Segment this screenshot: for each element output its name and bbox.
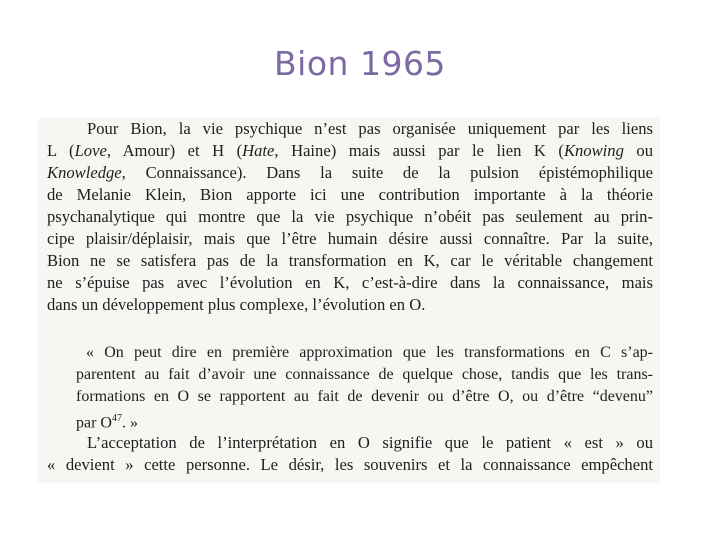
text-fragment: 47 — [111, 413, 122, 424]
text-fragment: ou — [623, 141, 653, 160]
text-line — [76, 386, 653, 408]
text-fragment: , Amour) et H ( — [106, 141, 243, 160]
text-fragment: par O — [76, 414, 112, 432]
text-line — [47, 228, 653, 250]
text-fragment: formations en O se rapportent au fait de devenir ou d’être O, ou d’être “devenu” — [76, 388, 653, 405]
text-fragment: dans un développement plus complexe, l’évolution en O. — [47, 295, 426, 314]
text-fragment: Knowing — [563, 141, 624, 160]
text-fragment: Love — [74, 141, 107, 160]
text-fragment: cipe plaisir/déplaisir, mais que l’être humain désire aussi connaître. Par la suite, — [47, 229, 653, 248]
text-fragment: . » — [121, 414, 138, 432]
text-line — [47, 184, 653, 206]
text-line — [47, 206, 653, 228]
text-fragment: parentent au fait d’avoir une connaissance de quelque chose, tandis que les trans- — [76, 366, 653, 383]
text-fragment: Knowledge — [47, 163, 122, 182]
text-fragment: « On peut dire en première approximation que les transformations en C s’ap- — [86, 344, 653, 361]
text-fragment: Hate — [242, 141, 275, 160]
text-line — [47, 272, 653, 294]
text-fragment: , Connaissance). Dans la suite de la pulsion épistémophilique — [121, 163, 653, 182]
text-line — [47, 294, 425, 316]
slide-title: Bion 1965 — [274, 44, 446, 83]
text-line — [47, 162, 653, 184]
text-fragment: Bion ne se satisfera pas de la transformation en K, car le véritable changement — [47, 251, 653, 270]
text-fragment: de Melanie Klein, Bion apporte ici une contribution importante à la théorie — [47, 185, 653, 204]
text-line — [47, 140, 653, 162]
text-fragment: L’acceptation de l’interprétation en O signifie que le patient « est » ou — [87, 433, 653, 452]
text-fragment: « devient » cette personne. Le désir, les souvenirs et la connaissance empêchent — [47, 455, 653, 474]
text-fragment: Pour Bion, la vie psychique n’est pas organisée uniquement par les liens — [87, 119, 653, 138]
text-line — [76, 408, 138, 434]
text-fragment: psychanalytique qui montre que la vie psychique n’obéit pas seulement au prin- — [47, 207, 653, 226]
text-fragment: ne s’épuise pas avec l’évolution en K, c’est-à-dire dans la connaissance, mais — [47, 273, 653, 292]
text-line — [76, 364, 653, 386]
text-line — [87, 432, 653, 454]
text-line — [86, 342, 653, 364]
scanned-excerpt — [38, 118, 660, 483]
text-line — [47, 250, 653, 272]
text-line — [47, 454, 653, 476]
text-line — [87, 118, 653, 140]
text-fragment: , Haine) mais aussi par le lien K ( — [274, 141, 564, 160]
text-fragment: L ( — [47, 141, 75, 160]
